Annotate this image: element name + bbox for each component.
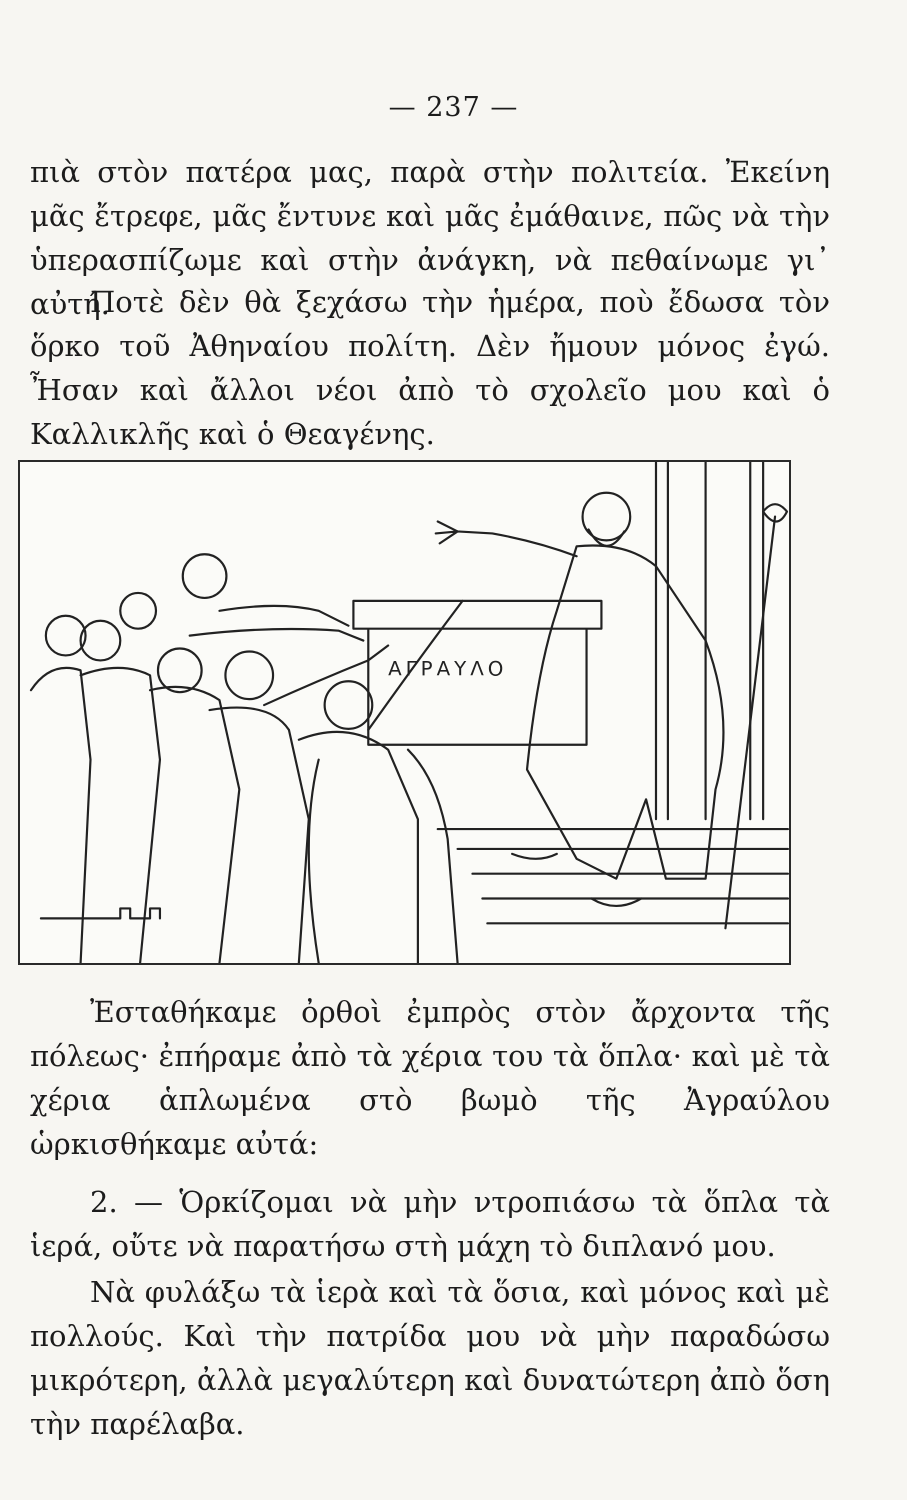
meander-border xyxy=(41,908,160,918)
archon-arm xyxy=(436,522,577,557)
altar-inscription: ΑΓΡΑΥΛΟ xyxy=(388,657,508,681)
youth-head xyxy=(325,681,373,729)
page-number: — 237 — xyxy=(388,92,519,123)
oath-illustration xyxy=(18,460,791,965)
oath-scene-drawing xyxy=(20,462,789,963)
youth-head xyxy=(120,593,156,629)
paragraph-2: Ποτὲ δὲν θὰ ξεχάσω τὴν ἡμέρα, ποὺ ἔδωσα τὸν ὅρκο τοῦ Ἀθηναίου πολίτη. Δὲν ἤμουν μόνος ἐγώ. Ἦσαν καὶ ἄλλοι νέοι ἀπὸ τὸ σχολεῖο μου καὶ ὁ Καλλικλῆς καὶ ὁ Θεαγένης. xyxy=(30,285,830,451)
youth-head xyxy=(46,616,86,656)
youth-head xyxy=(183,554,227,598)
youth-head xyxy=(225,651,273,699)
column-line xyxy=(656,462,763,819)
archon-beard xyxy=(589,529,625,545)
youth-head xyxy=(81,621,121,661)
paragraph-1: πιὰ στὸν πατέρα μας, παρὰ στὴν πολιτεία. Ἐκείνη μᾶς ἔτρεφε, μᾶς ἔντυνε καὶ μᾶς ἐμάθαινε, πῶς νὰ τὴν ὑπερασπίζωμε καὶ στὴν ἀνάγκη, νὰ πεθαίνωμε γι᾿ αὐτή. xyxy=(30,155,830,321)
youth-cloak xyxy=(309,750,458,963)
youth-head xyxy=(158,649,202,693)
paragraph-5: Νὰ φυλάξω τὰ ἱερὰ καὶ τὰ ὅσια, καὶ μόνος καὶ μὲ πολλούς. Καὶ τὴν πατρίδα μου νὰ μὴν παραδώσω μικρότερη, ἀλλὰ μεγαλύτερη καὶ δυνατώτερη ἀπὸ ὅση τὴν παρέλαβα. xyxy=(30,1275,830,1441)
staff xyxy=(725,504,787,928)
paragraph-3: Ἐσταθήκαμε ὀρθοὶ ἐμπρὸς στὸν ἄρχοντα τῆς πόλεως· ἐπήραμε ἀπὸ τὰ χέρια του τὰ ὅπλα· καὶ μὲ τὰ χέρια ἁπλωμένα στὸ βωμὸ τῆς Ἀγραύλου ὡρκισθήκαμε αὐτά: xyxy=(30,995,830,1161)
paragraph-4: 2. — Ὁρκίζομαι νὰ μὴν ντροπιάσω τὰ ὅπλα τὰ ἱερά, οὔτε νὰ παρατήσω στὴ μάχη τὸ διπλανό μου. xyxy=(30,1185,830,1263)
